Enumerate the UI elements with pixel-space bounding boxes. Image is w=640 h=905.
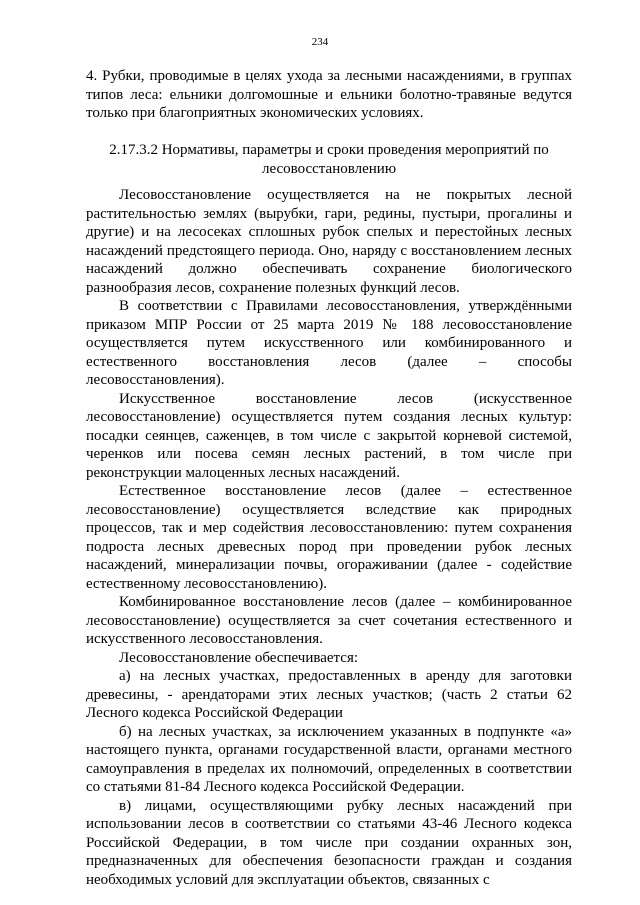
list-item-c: в) лицами, осуществляющими рубку лесных насаждений при использовании лесов в соответствии со статьями 43-46 Лесного кодекса Российской Федерации, в том числе при создании охранных зон, предназначенных для обеспечения безопасности граждан и создания необходимых условий для эксплуатации объектов, связанных с	[86, 797, 572, 888]
body-paragraph: Естественное восстановление лесов (далее – естественное лесовосстановление) осуществляется вследствие как природных процессов, так и мер содействия лесовосстановлению: путем сохранения подроста лесных древесных пород при проведении рубок лесных насаждений, минерализации почвы, огораживании (далее - содействие естественному лесовосстановлению).	[86, 483, 572, 592]
page-number: 234	[311, 36, 329, 48]
list-item-a: а) на лесных участках, предоставленных в аренду для заготовки древесины, - арендаторами этих лесных участков; (часть 2 статьи 62 Лесного кодекса Российской Федерации	[86, 668, 572, 721]
list-item-b: б) на лесных участках, за исключением указанных в подпункте «а» настоящего пункта, органами государственной власти, органами местного самоуправления в пределах их полномочий, определенных в соответствии со статьями 81-84 Лесного кодекса Российской Федерации.	[86, 723, 572, 795]
body-paragraph: Искусственное восстановление лесов (искусственное лесовосстановление) осуществляется путем создания лесных культур: посадки сеянцев, саженцев, в том числе с закрытой корневой системой, черенков или посева семян лесных растений, в том числе при реконструкции малоценных лесных насаждений.	[86, 390, 572, 481]
top-paragraph-block	[86, 67, 572, 123]
section-heading-block	[86, 141, 572, 178]
section-heading: 2.17.3.2 Нормативы, параметры и сроки проведения мероприятий по лесовосстановлению	[109, 142, 549, 177]
body-paragraph: Лесовосстановление осуществляется на не покрытых лесной растительностью землях (вырубки, гари, редины, пустыри, прогалины и другие) и на лесосеках сплошных рубок спелых и перестойных лесных насаждений предстоящего периода. Оно, наряду с восстановлением лесных насаждений должно обеспечивать сохранение биологического разнообразия лесов, сохранение полезных функций лесов.	[86, 187, 572, 296]
body-paragraph: Лесовосстановление обеспечивается:	[119, 649, 359, 666]
top-paragraph: 4. Рубки, проводимые в целях ухода за лесными насаждениями, в группах типов леса: ельники долгомошные и ельники болотно-травяные ведутся только при благоприятных экономических условиях.	[86, 68, 572, 121]
body-paragraph: Комбинированное восстановление лесов (далее – комбинированное лесовосстановление) осуществляется за счет сочетания естественного и искусственного лесовосстановления.	[86, 594, 572, 647]
body-text	[86, 186, 572, 889]
body-paragraph: В соответствии с Правилами лесовосстановления, утверждёнными приказом МПР России от 25 марта 2019 № 188 лесовосстановление осуществляется путем искусственного или комбинированного и естественного восстановления лесов (далее – способы лесовосстановления).	[86, 298, 572, 388]
